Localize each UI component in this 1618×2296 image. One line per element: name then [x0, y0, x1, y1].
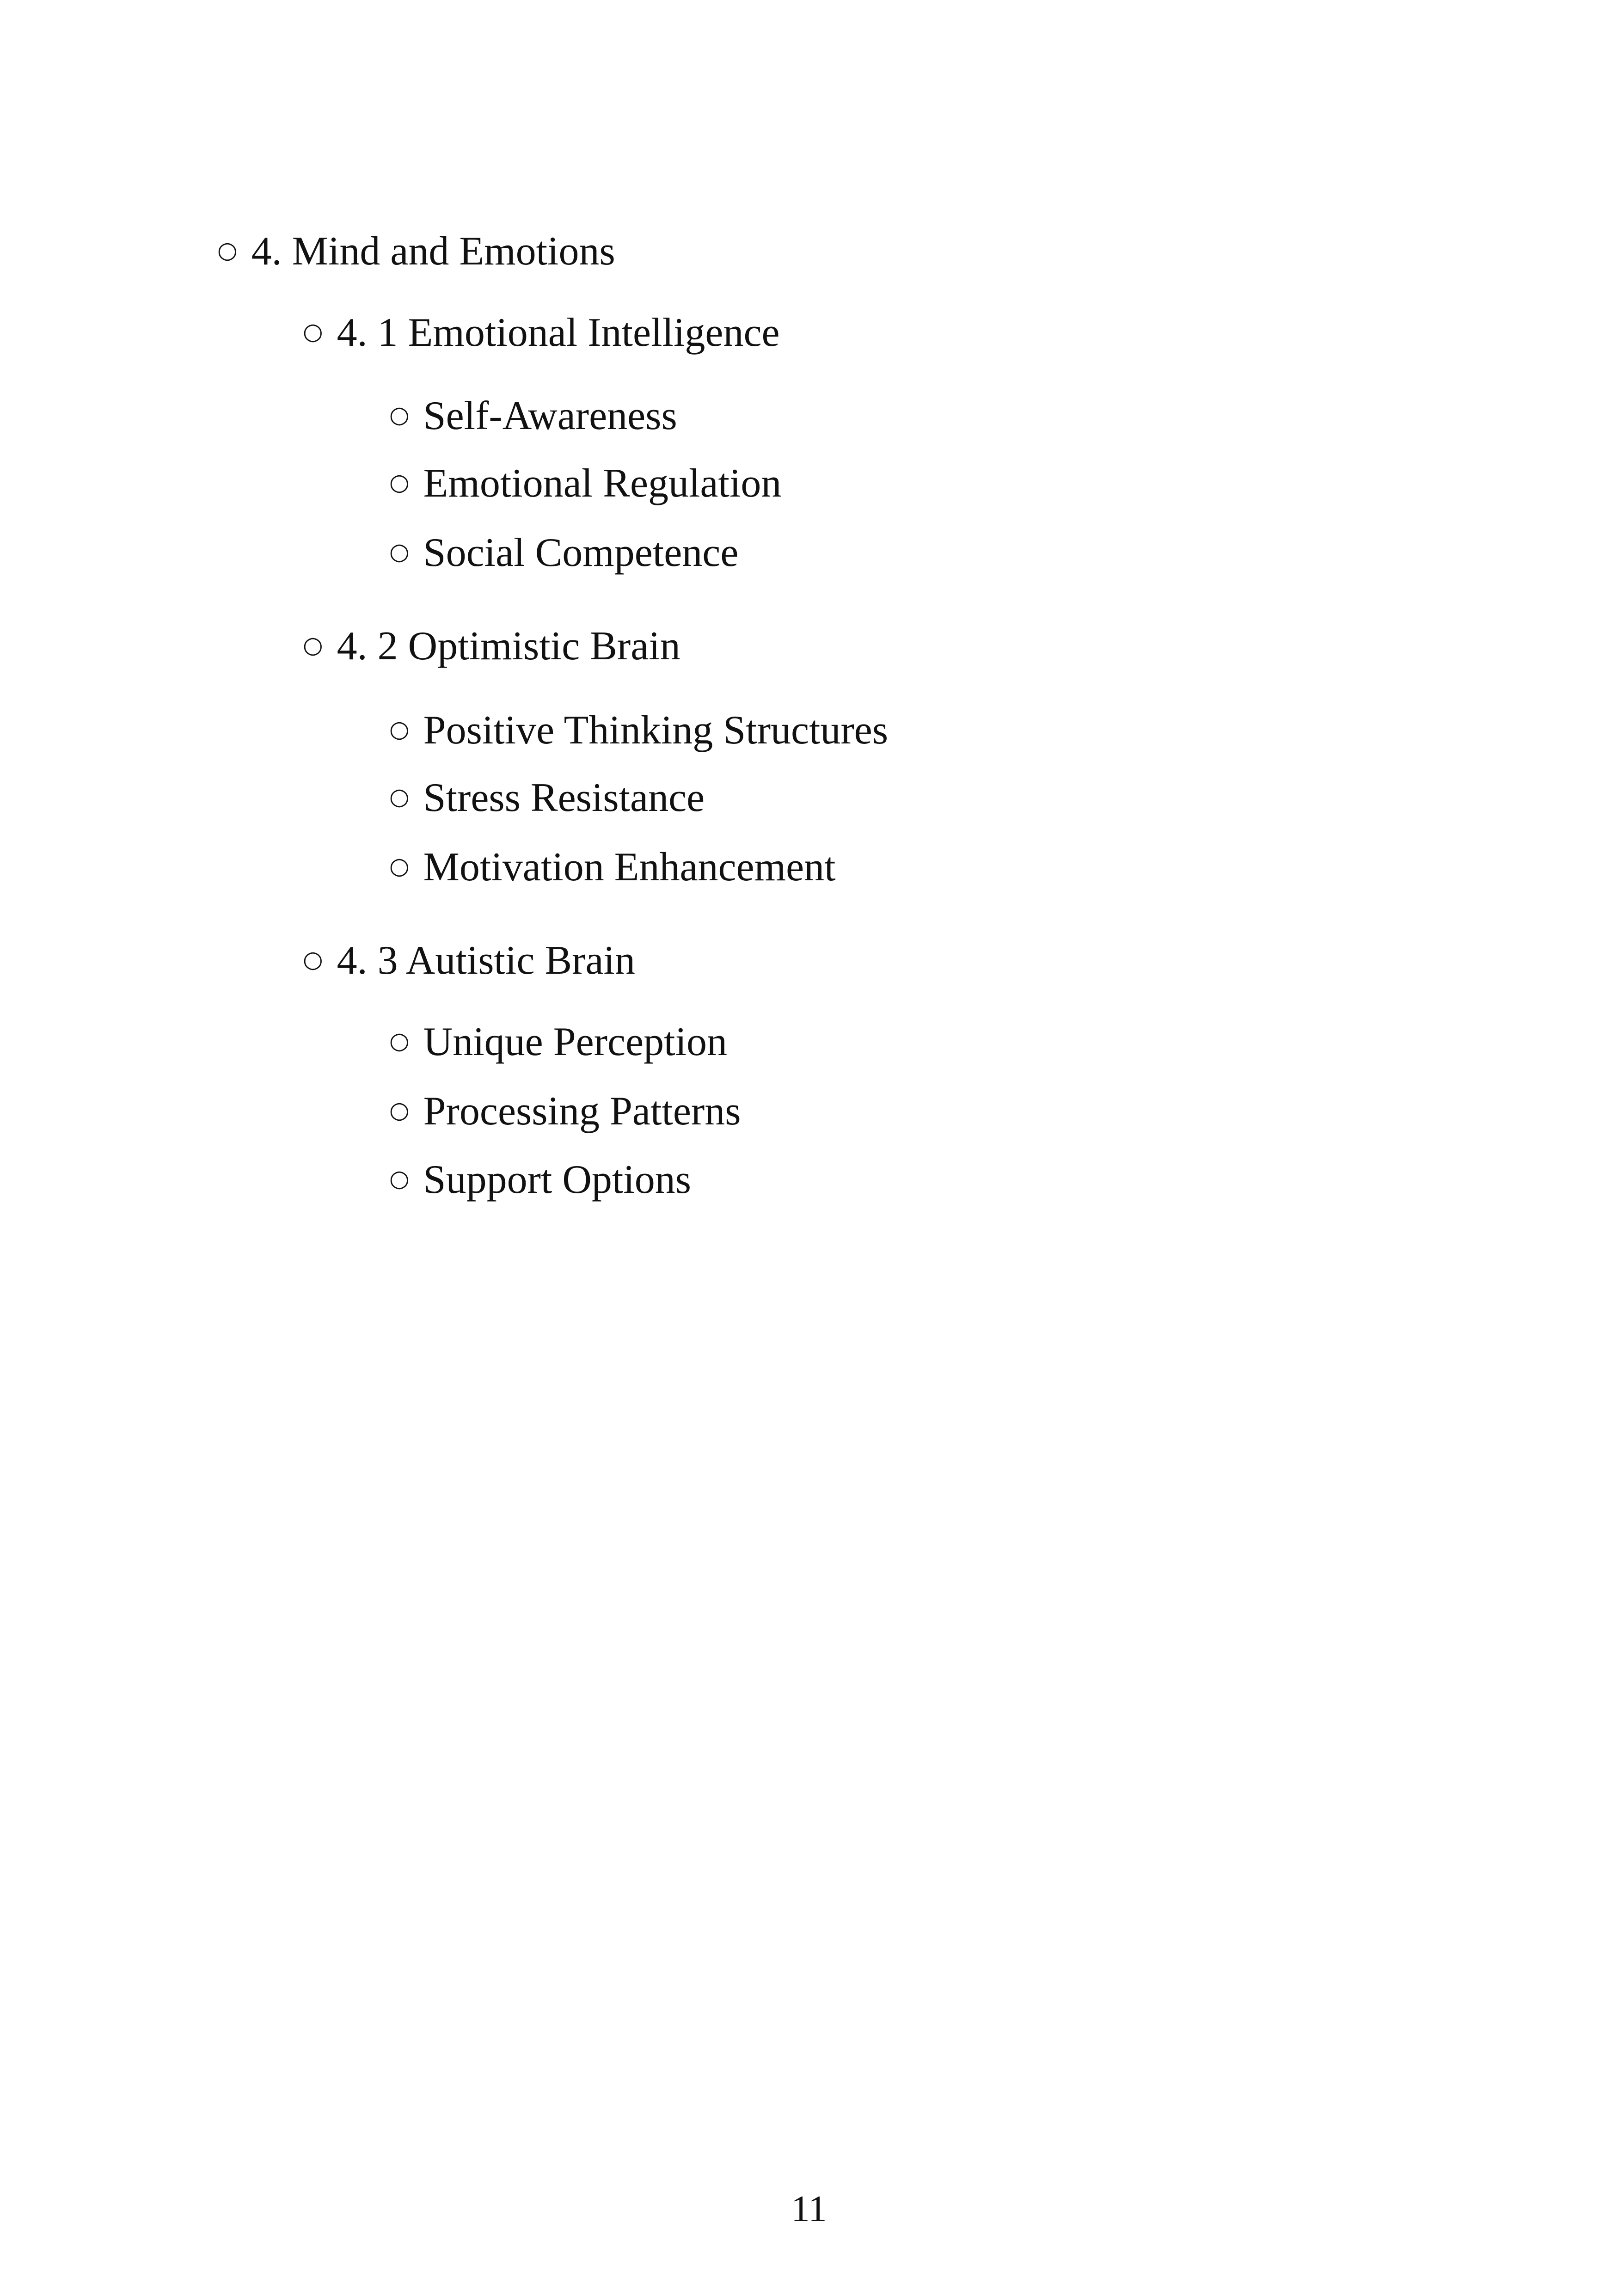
outline-subsection-heading — [303, 940, 635, 981]
hollow-circle-bullet-icon: ○ — [389, 1097, 410, 1123]
item-text: Stress Resistance — [423, 775, 705, 820]
hollow-circle-bullet-icon: ○ — [389, 1027, 410, 1054]
item-text: Unique Perception — [423, 1019, 728, 1064]
subsection-title: 4. 1 Emotional Intelligence — [337, 310, 780, 355]
hollow-circle-bullet-icon: ○ — [389, 469, 410, 496]
subsection-title: 4. 3 Autistic Brain — [337, 938, 635, 983]
hollow-circle-bullet-icon: ○ — [389, 1165, 410, 1192]
outline-section-heading — [217, 231, 615, 272]
hollow-circle-bullet-icon: ○ — [303, 318, 323, 345]
hollow-circle-bullet-icon: ○ — [389, 716, 410, 743]
outline-item — [389, 1157, 692, 1202]
hollow-circle-bullet-icon: ○ — [217, 237, 238, 264]
outline-item — [389, 775, 705, 820]
hollow-circle-bullet-icon: ○ — [389, 853, 410, 879]
item-text: Positive Thinking Structures — [423, 708, 889, 753]
item-text: Emotional Regulation — [423, 461, 782, 506]
item-text: Support Options — [423, 1157, 692, 1202]
hollow-circle-bullet-icon: ○ — [389, 538, 410, 565]
outline-item — [389, 710, 888, 751]
outline-subsection-heading — [303, 626, 680, 667]
hollow-circle-bullet-icon: ○ — [389, 401, 410, 428]
page-number: 11 — [791, 2189, 827, 2229]
hollow-circle-bullet-icon: ○ — [303, 946, 323, 973]
item-text: Self-Awareness — [423, 393, 677, 438]
outline-item — [389, 1091, 741, 1132]
item-text: Processing Patterns — [423, 1089, 741, 1134]
outline-item — [389, 393, 677, 438]
outline-item — [389, 463, 781, 504]
hollow-circle-bullet-icon: ○ — [303, 632, 323, 658]
hollow-circle-bullet-icon: ○ — [389, 783, 410, 810]
item-text: Social Competence — [423, 530, 739, 575]
section-title: 4. Mind and Emotions — [251, 229, 615, 274]
outline-item — [389, 847, 836, 888]
outline-item — [389, 1019, 728, 1064]
outline-item — [389, 530, 739, 575]
item-text: Motivation Enhancement — [423, 845, 836, 890]
outline-subsection-heading — [303, 310, 780, 355]
subsection-title: 4. 2 Optimistic Brain — [337, 624, 680, 669]
